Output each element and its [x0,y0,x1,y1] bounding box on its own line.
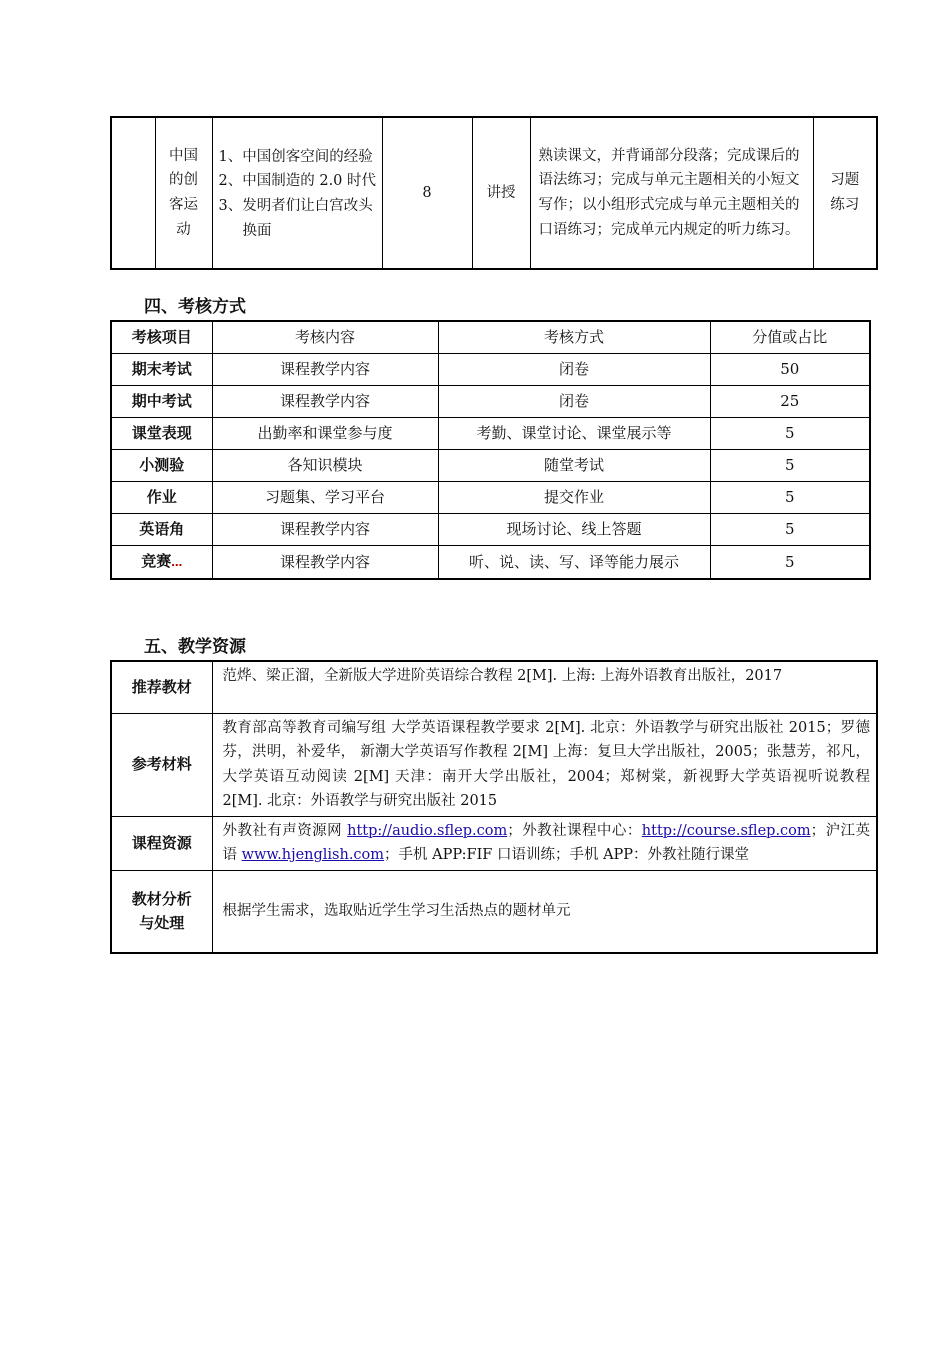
textbook-value: 范烨、梁正溜，全新版大学进阶英语综合教程 2[M]. 上海: 上海外语教育出版社，2017 [212,661,877,713]
analysis-row [111,871,877,953]
assessment-item: 期末考试 [111,354,212,386]
assessment-method: 闭卷 [438,386,710,418]
assessment-row [111,386,870,418]
schedule-empty-cell [111,117,155,269]
hjenglish-link[interactable]: www.hjenglish.com [241,847,385,864]
analysis-label [111,871,212,953]
content-item [219,145,378,170]
header-item: 考核项目 [111,321,212,354]
assessment-method: 闭卷 [438,354,710,386]
resource-text: ；沪江英语 [222,822,870,864]
item-text: 中国创客空间的经验 [242,148,373,165]
unit-title-cell [155,117,212,269]
resource-text: ；外教社课程中心： [507,822,642,839]
assessment-row [111,418,870,450]
assessment-row [111,514,870,546]
assessment-score: 5 [710,482,870,514]
reference-label: 参考材料 [111,713,212,816]
assessment-item: 课堂表现 [111,418,212,450]
assessment-header-row [111,321,870,354]
assessment-table [110,320,871,580]
assessment-score: 5 [710,418,870,450]
homework-line: 练习 [830,197,860,213]
content-items-cell [212,117,382,269]
assessment-score: 5 [710,514,870,546]
assessment-row [111,482,870,514]
unit-title-line: 中国 [169,147,198,164]
assessment-content: 习题集、学习平台 [212,482,438,514]
assessment-method: 随堂考试 [438,450,710,482]
course-resources-label: 课程资源 [111,816,212,870]
unit-title-line: 动 [176,221,191,238]
analysis-label-line: 教材分析 [131,889,192,908]
assessment-content: 课程教学内容 [212,354,438,386]
assessment-row [111,450,870,482]
header-score: 分值或占比 [710,321,870,354]
course-resources-row [111,816,877,870]
schedule-row [111,117,877,269]
resources-table [110,660,878,954]
schedule-table [110,116,878,270]
assessment-content: 各知识模块 [212,450,438,482]
assessment-item: 英语角 [111,514,212,546]
resource-text: ；手机 APP:FIF 口语训练；手机 APP：外教社随行课堂 [384,847,750,864]
analysis-value: 根据学生需求，选取贴近学生学习生活热点的题材单元 [212,871,877,953]
assessment-row [111,546,870,580]
item-number: 3、 [218,198,243,214]
resource-text: 外教社有声资源网 [222,822,348,839]
content-item [219,169,378,194]
section-4-heading: 四、考核方式 [144,297,246,317]
assessment-content: 课程教学内容 [212,546,438,580]
unit-title-line: 客运 [169,197,198,213]
course-resources-value [212,816,877,870]
assessment-item: 期中考试 [111,386,212,418]
assessment-item-ellipsis: … [171,556,183,569]
homework-cell [813,117,877,269]
textbook-label: 推荐教材 [111,661,212,713]
item-text: 中国制造的 2.0 时代 [242,173,377,190]
assessment-item-cell [111,546,212,580]
assessment-content: 课程教学内容 [212,386,438,418]
course-sflep-link[interactable]: http://course.sflep.com [641,822,811,839]
assessment-score: 50 [710,354,870,386]
item-number: 2、 [218,173,243,190]
content-item [219,194,378,243]
textbook-row [111,661,877,713]
assessment-method: 考勤、课堂讨论、课堂展示等 [438,418,710,450]
assessment-row [111,354,870,386]
assessment-score: 25 [710,386,870,418]
assessment-content: 出勤率和课堂参与度 [212,418,438,450]
assessment-item: 小测验 [111,450,212,482]
header-content: 考核内容 [212,321,438,354]
requirements-cell: 熟读课文，并背诵部分段落；完成课后的语法练习；完成与单元主题相关的小短文写作；以小组形式完成与单元主题相关的口语练习；完成单元内规定的听力练习。 [530,117,813,269]
assessment-method: 提交作业 [438,482,710,514]
item-text: 发明者们让白宫改头换面 [242,198,373,239]
assessment-item: 作业 [111,482,212,514]
assessment-score: 5 [710,546,870,580]
section-5-heading: 五、教学资源 [144,637,246,657]
assessment-score: 5 [710,450,870,482]
unit-title-line: 的创 [169,172,198,189]
assessment-item: 竞赛 [141,552,172,570]
audio-sflep-link[interactable]: http://audio.sflep.com [347,822,508,839]
header-method: 考核方式 [438,321,710,354]
assessment-method: 现场讨论、线上答题 [438,514,710,546]
hours-cell: 8 [382,117,472,269]
item-number: 1、 [218,148,243,165]
reference-row [111,713,877,816]
method-cell: 讲授 [472,117,530,269]
analysis-label-line: 与处理 [139,914,185,933]
homework-line: 习题 [830,172,860,189]
reference-value: 教育部高等教育司编写组 大学英语课程教学要求 2[M]. 北京：外语教学与研究出版社 2015；罗德芬，洪明，补爱华， 新潮大学英语写作教程 2[M] 上海：复旦大学出版社，2005；张慧芳，祁凡，大学英语互动阅读 2[M] 天津：南开大学出版社，2004；郑树棠，新视野大学英语视听说教程 2[M]. 北京：外语教学与研究出版社 2015 [212,713,877,816]
assessment-content: 课程教学内容 [212,514,438,546]
assessment-method: 听、说、读、写、译等能力展示 [438,546,710,580]
